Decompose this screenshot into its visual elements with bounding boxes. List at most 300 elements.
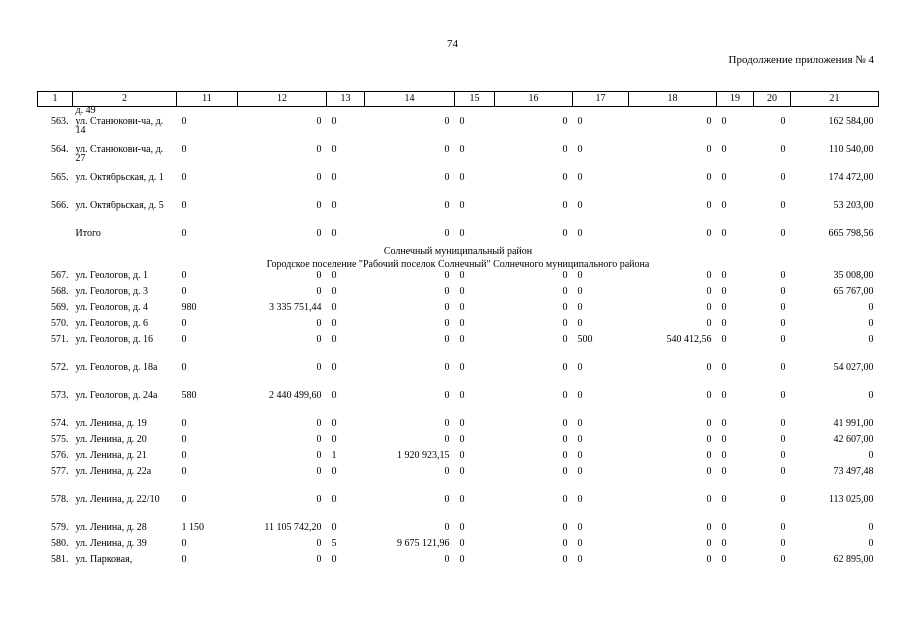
value-cell: 0 — [780, 201, 786, 211]
address-cell: ул. Геологов, д. 4 — [75, 303, 149, 313]
value-cell: 0 — [562, 391, 568, 401]
table-row — [38, 435, 879, 451]
value-cell: 0 — [868, 539, 874, 549]
row-number: 576. — [51, 451, 69, 461]
address-cell: ул. Геологов, д. 24а — [75, 391, 158, 401]
row-number: 565. — [51, 173, 69, 183]
value-cell: 0 — [316, 451, 322, 461]
value-cell: 65 767,00 — [833, 287, 874, 297]
address-cell: ул. Парковая, — [75, 555, 133, 565]
value-cell: 0 — [316, 555, 322, 565]
value-cell: 9 675 121,96 — [397, 539, 450, 549]
value-cell: 0 — [562, 419, 568, 429]
value-cell: 0 — [706, 435, 712, 445]
value-cell: 11 105 742,20 — [264, 523, 322, 533]
value-cell: 1 920 923,15 — [397, 451, 450, 461]
table-row — [38, 419, 879, 435]
column-header-1: 1 — [38, 92, 73, 107]
column-header-11: 11 — [177, 92, 238, 107]
value-cell: 0 — [721, 319, 727, 329]
value-cell: 53 203,00 — [833, 201, 874, 211]
value-cell: 0 — [706, 539, 712, 549]
row-number: 568. — [51, 287, 69, 297]
column-header-19: 19 — [717, 92, 754, 107]
value-cell: 0 — [444, 229, 450, 239]
value-cell: 54 027,00 — [833, 363, 874, 373]
value-cell: 0 — [331, 229, 337, 239]
value-cell: 0 — [459, 303, 465, 313]
value-cell: 0 — [706, 419, 712, 429]
address-cell: ул. Геологов, д. 18а — [75, 363, 158, 373]
value-cell: 0 — [181, 555, 187, 565]
address-cell: ул. Ленина, д. 20 — [75, 435, 147, 445]
value-cell: 0 — [444, 391, 450, 401]
address-cell: ул. Октябрьская, д. 1 — [75, 173, 164, 183]
value-cell: 0 — [316, 173, 322, 183]
value-cell: 0 — [562, 335, 568, 345]
value-cell: 665 798,56 — [828, 229, 874, 239]
column-header-18: 18 — [629, 92, 717, 107]
value-cell: 0 — [316, 287, 322, 297]
value-cell: 0 — [780, 391, 786, 401]
empty-cell — [365, 107, 455, 118]
value-cell: 0 — [444, 555, 450, 565]
value-cell: 0 — [706, 201, 712, 211]
value-cell: 0 — [459, 495, 465, 505]
settlement-heading-row — [38, 258, 879, 271]
value-cell: 0 — [780, 271, 786, 281]
address-cell: ул. Ленина, д. 22а — [75, 467, 152, 477]
value-cell: 0 — [331, 145, 337, 155]
value-cell: 1 — [331, 451, 337, 461]
value-cell: 0 — [181, 287, 187, 297]
data-table — [37, 91, 879, 571]
row-number: 566. — [51, 201, 69, 211]
value-cell: 0 — [562, 451, 568, 461]
row-number: 575. — [51, 435, 69, 445]
value-cell: 0 — [331, 173, 337, 183]
value-cell: 0 — [780, 435, 786, 445]
value-cell: 0 — [459, 145, 465, 155]
row-number: 570. — [51, 319, 69, 329]
value-cell: 0 — [780, 451, 786, 461]
value-cell: 0 — [181, 435, 187, 445]
empty-cell — [38, 107, 73, 118]
table-body — [38, 107, 879, 572]
value-cell: 0 — [577, 145, 583, 155]
value-cell: 0 — [459, 555, 465, 565]
value-cell: 0 — [721, 287, 727, 297]
value-cell: 0 — [780, 335, 786, 345]
value-cell: 0 — [459, 229, 465, 239]
value-cell: 0 — [181, 319, 187, 329]
value-cell: 0 — [562, 201, 568, 211]
table-row — [38, 271, 879, 287]
value-cell: 0 — [577, 391, 583, 401]
value-cell: 0 — [780, 145, 786, 155]
empty-cell — [177, 107, 238, 118]
address-cell: ул. Геологов, д. 6 — [75, 319, 149, 329]
row-number: 563. — [51, 117, 69, 127]
value-cell: 0 — [562, 145, 568, 155]
table-row — [38, 391, 879, 419]
value-cell: 0 — [444, 495, 450, 505]
value-cell: 0 — [780, 363, 786, 373]
value-cell: 0 — [706, 523, 712, 533]
value-cell: 0 — [444, 435, 450, 445]
value-cell: 0 — [459, 335, 465, 345]
value-cell: 0 — [444, 173, 450, 183]
value-cell: 0 — [721, 523, 727, 533]
value-cell: 0 — [780, 117, 786, 127]
value-cell: 0 — [331, 435, 337, 445]
value-cell: 0 — [562, 229, 568, 239]
table-row — [38, 467, 879, 495]
empty-cell — [717, 107, 754, 118]
value-cell: 0 — [780, 319, 786, 329]
value-cell: 0 — [577, 435, 583, 445]
column-header-13: 13 — [327, 92, 365, 107]
value-cell: 0 — [459, 435, 465, 445]
value-cell: 0 — [706, 467, 712, 477]
value-cell: 0 — [459, 173, 465, 183]
value-cell: 0 — [706, 229, 712, 239]
value-cell: 0 — [316, 495, 322, 505]
value-cell: 0 — [331, 271, 337, 281]
value-cell: 0 — [721, 391, 727, 401]
value-cell: 0 — [721, 117, 727, 127]
value-cell: 0 — [577, 363, 583, 373]
address-cell: ул. Ленина, д. 19 — [75, 419, 147, 429]
value-cell: 0 — [316, 419, 322, 429]
address-cell: ул. Геологов, д. 1 — [75, 271, 149, 281]
value-cell: 0 — [444, 335, 450, 345]
value-cell: 113 025,00 — [828, 495, 874, 505]
value-cell: 0 — [780, 419, 786, 429]
district-heading-row — [38, 245, 879, 258]
value-cell: 0 — [331, 495, 337, 505]
value-cell: 0 — [577, 303, 583, 313]
value-cell: 0 — [721, 229, 727, 239]
value-cell: 0 — [459, 451, 465, 461]
value-cell: 0 — [721, 467, 727, 477]
value-cell: 0 — [459, 319, 465, 329]
value-cell: 0 — [444, 145, 450, 155]
value-cell: 0 — [181, 335, 187, 345]
value-cell: 0 — [562, 435, 568, 445]
value-cell: 0 — [459, 201, 465, 211]
value-cell: 0 — [868, 451, 874, 461]
table-row — [38, 303, 879, 319]
value-cell: 0 — [780, 287, 786, 297]
value-cell: 0 — [721, 303, 727, 313]
table-row — [38, 363, 879, 391]
value-cell: 0 — [706, 555, 712, 565]
value-cell: 0 — [721, 145, 727, 155]
value-cell: 0 — [459, 467, 465, 477]
table-row — [38, 539, 879, 555]
value-cell: 0 — [721, 335, 727, 345]
value-cell: 0 — [181, 467, 187, 477]
value-cell: 0 — [181, 229, 187, 239]
empty-cell — [791, 107, 879, 118]
table-row — [38, 173, 879, 201]
value-cell: 0 — [331, 287, 337, 297]
table-row — [38, 555, 879, 571]
row-number: 577. — [51, 467, 69, 477]
value-cell: 0 — [459, 523, 465, 533]
value-cell: 500 — [577, 335, 593, 345]
value-cell: 0 — [780, 303, 786, 313]
table-row — [38, 145, 879, 173]
row-number: 573. — [51, 391, 69, 401]
value-cell: 0 — [181, 145, 187, 155]
value-cell: 0 — [868, 335, 874, 345]
value-cell: 62 895,00 — [833, 555, 874, 565]
empty-cell — [629, 107, 717, 118]
column-header-20: 20 — [754, 92, 791, 107]
value-cell: 0 — [780, 229, 786, 239]
value-cell: 0 — [868, 523, 874, 533]
value-cell: 1 150 — [181, 523, 204, 533]
value-cell: 0 — [316, 435, 322, 445]
column-header-16: 16 — [495, 92, 573, 107]
value-cell: 0 — [331, 555, 337, 565]
address-cell: ул. Геологов, д. 3 — [75, 287, 149, 297]
value-cell: 0 — [706, 391, 712, 401]
value-cell: 0 — [444, 467, 450, 477]
value-cell: 980 — [181, 303, 197, 313]
value-cell: 0 — [780, 467, 786, 477]
value-cell: 0 — [706, 271, 712, 281]
value-cell: 0 — [780, 555, 786, 565]
table-row — [38, 451, 879, 467]
value-cell: 0 — [181, 495, 187, 505]
value-cell: 0 — [780, 523, 786, 533]
table-row-continuation — [38, 107, 879, 118]
row-number: 574. — [51, 419, 69, 429]
address-cell: ул. Станюкови-ча, д. 14 — [75, 117, 164, 136]
value-cell: 0 — [331, 117, 337, 127]
value-cell: 0 — [459, 117, 465, 127]
table-row — [38, 117, 879, 145]
value-cell: 0 — [562, 539, 568, 549]
value-cell: 0 — [444, 201, 450, 211]
row-number: 571. — [51, 335, 69, 345]
row-number: 581. — [51, 555, 69, 565]
value-cell: 0 — [562, 303, 568, 313]
value-cell: 174 472,00 — [828, 173, 874, 183]
value-cell: 0 — [577, 229, 583, 239]
address-cell: ул. Геологов, д. 16 — [75, 335, 154, 345]
value-cell: 0 — [577, 173, 583, 183]
value-cell: 0 — [181, 117, 187, 127]
column-header-15: 15 — [455, 92, 495, 107]
value-cell: 35 008,00 — [833, 271, 874, 281]
value-cell: 0 — [577, 467, 583, 477]
address-cell: ул. Октябрьская, д. 5 — [75, 201, 164, 211]
value-cell: 0 — [459, 287, 465, 297]
value-cell: 0 — [577, 523, 583, 533]
value-cell: 0 — [316, 201, 322, 211]
empty-cell — [573, 107, 629, 118]
value-cell: 0 — [721, 495, 727, 505]
row-number: 580. — [51, 539, 69, 549]
value-cell: 0 — [577, 495, 583, 505]
value-cell: 0 — [706, 173, 712, 183]
settlement-heading: Городское поселение "Рабочий поселок Солнечный" Солнечного муниципального района — [266, 259, 650, 270]
value-cell: 0 — [706, 319, 712, 329]
value-cell: 0 — [316, 145, 322, 155]
table-header-row — [38, 92, 879, 107]
value-cell: 5 — [331, 539, 337, 549]
value-cell: 110 540,00 — [828, 145, 874, 155]
address-cell: ул. Ленина, д. 28 — [75, 523, 147, 533]
table-row — [38, 319, 879, 335]
value-cell: 0 — [444, 319, 450, 329]
value-cell: 0 — [331, 363, 337, 373]
value-cell: 0 — [562, 363, 568, 373]
value-cell: 0 — [577, 319, 583, 329]
value-cell: 0 — [444, 271, 450, 281]
value-cell: 0 — [721, 173, 727, 183]
empty-cell — [754, 107, 791, 118]
value-cell: 0 — [721, 363, 727, 373]
empty-cell — [495, 107, 573, 118]
row-number: 564. — [51, 145, 69, 155]
page-number: 74 — [447, 38, 458, 50]
address-cell: ул. Ленина, д. 22/10 — [75, 495, 160, 505]
appendix-title: Продолжение приложения № 4 — [728, 54, 874, 66]
value-cell: 0 — [706, 495, 712, 505]
value-cell: 0 — [181, 539, 187, 549]
table-row — [38, 495, 879, 523]
value-cell: 0 — [562, 495, 568, 505]
value-cell: 0 — [316, 271, 322, 281]
column-header-21: 21 — [791, 92, 879, 107]
district-heading: Солнечный муниципальный район — [383, 246, 533, 257]
value-cell: 0 — [562, 467, 568, 477]
value-cell: 0 — [459, 539, 465, 549]
row-number: 579. — [51, 523, 69, 533]
value-cell: 0 — [444, 287, 450, 297]
value-cell: 0 — [577, 287, 583, 297]
value-cell: 0 — [331, 419, 337, 429]
value-cell: 540 412,56 — [666, 335, 712, 345]
table-row — [38, 201, 879, 229]
address-cell: ул. Ленина, д. 21 — [75, 451, 147, 461]
table-row — [38, 287, 879, 303]
row-number: 567. — [51, 271, 69, 281]
row-number: 572. — [51, 363, 69, 373]
value-cell: 0 — [316, 335, 322, 345]
value-cell: 0 — [721, 419, 727, 429]
value-cell: 0 — [459, 363, 465, 373]
value-cell: 0 — [562, 523, 568, 533]
column-header-17: 17 — [573, 92, 629, 107]
value-cell: 0 — [577, 419, 583, 429]
value-cell: 0 — [331, 523, 337, 533]
value-cell: 3 335 751,44 — [269, 303, 322, 313]
column-header-12: 12 — [238, 92, 327, 107]
value-cell: 0 — [316, 539, 322, 549]
value-cell: 0 — [331, 303, 337, 313]
row-number: 578. — [51, 495, 69, 505]
value-cell: 0 — [721, 451, 727, 461]
value-cell: 0 — [562, 555, 568, 565]
value-cell: 0 — [444, 523, 450, 533]
value-cell: 162 584,00 — [828, 117, 874, 127]
value-cell: 0 — [316, 467, 322, 477]
value-cell: 73 497,48 — [833, 467, 874, 477]
value-cell: 0 — [706, 117, 712, 127]
value-cell: 0 — [331, 391, 337, 401]
value-cell: 42 607,00 — [833, 435, 874, 445]
column-header-14: 14 — [365, 92, 455, 107]
value-cell: 0 — [706, 303, 712, 313]
value-cell: 0 — [721, 435, 727, 445]
value-cell: 0 — [780, 173, 786, 183]
value-cell: 0 — [316, 363, 322, 373]
value-cell: 0 — [562, 117, 568, 127]
value-cell: 0 — [562, 271, 568, 281]
row-number: 569. — [51, 303, 69, 313]
value-cell: 0 — [181, 419, 187, 429]
value-cell: 41 991,00 — [833, 419, 874, 429]
value-cell: 0 — [721, 201, 727, 211]
value-cell: 0 — [181, 173, 187, 183]
value-cell: 0 — [331, 335, 337, 345]
value-cell: 0 — [331, 467, 337, 477]
value-cell: 0 — [444, 303, 450, 313]
value-cell: 0 — [868, 303, 874, 313]
value-cell: 0 — [562, 173, 568, 183]
value-cell: 0 — [444, 419, 450, 429]
value-cell: 580 — [181, 391, 197, 401]
value-cell: 0 — [459, 419, 465, 429]
value-cell: 0 — [868, 319, 874, 329]
value-cell: 0 — [331, 319, 337, 329]
row-number — [38, 229, 73, 245]
value-cell: 0 — [181, 201, 187, 211]
value-cell: 0 — [577, 117, 583, 127]
value-cell: 0 — [181, 451, 187, 461]
value-cell: 0 — [577, 271, 583, 281]
empty-cell — [327, 107, 365, 118]
address-cell: ул. Станюкови-ча, д. 27 — [75, 145, 164, 164]
value-cell: 2 440 499,60 — [269, 391, 322, 401]
value-cell: 0 — [444, 117, 450, 127]
value-cell: 0 — [444, 363, 450, 373]
value-cell: 0 — [706, 363, 712, 373]
value-cell: 0 — [706, 145, 712, 155]
value-cell: 0 — [331, 201, 337, 211]
value-cell: 0 — [721, 271, 727, 281]
value-cell: 0 — [316, 319, 322, 329]
value-cell: 0 — [577, 201, 583, 211]
address-cell: Итого — [75, 229, 101, 239]
value-cell: 0 — [181, 363, 187, 373]
table-row — [38, 335, 879, 363]
empty-cell — [455, 107, 495, 118]
value-cell: 0 — [577, 539, 583, 549]
continuation-address: д. 49 — [75, 106, 96, 116]
value-cell: 0 — [562, 287, 568, 297]
address-cell: ул. Ленина, д. 39 — [75, 539, 147, 549]
value-cell: 0 — [577, 451, 583, 461]
table-row — [38, 229, 879, 245]
value-cell: 0 — [181, 271, 187, 281]
